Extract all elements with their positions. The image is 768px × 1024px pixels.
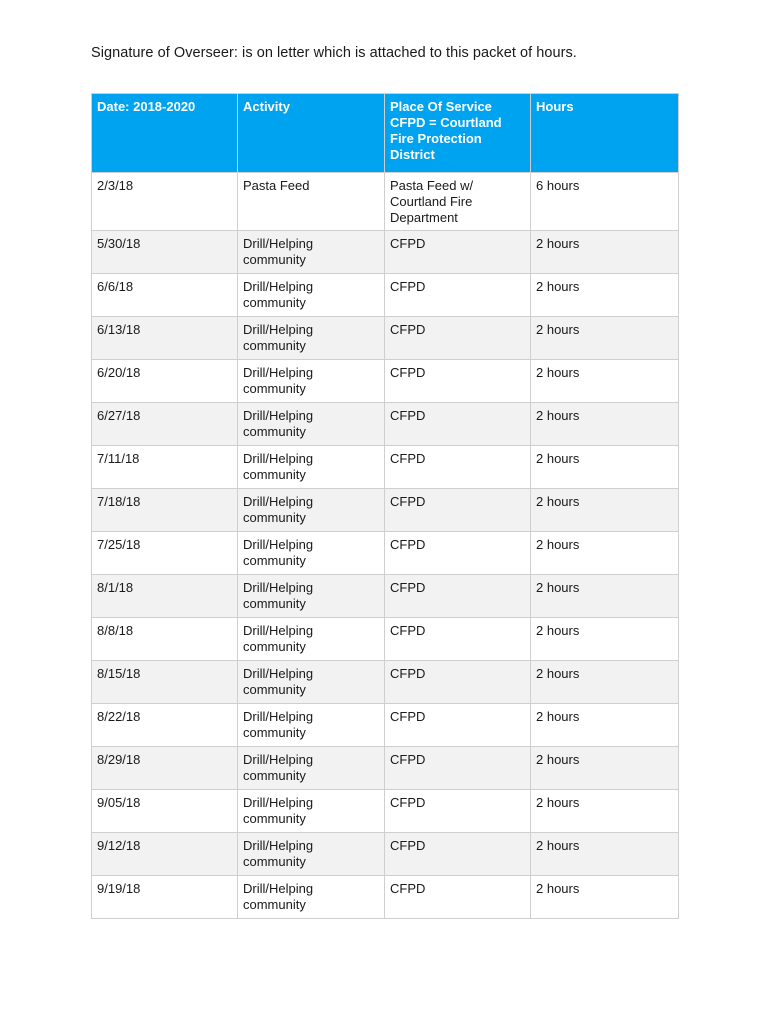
activity-cell <box>238 790 385 833</box>
hours-cell: 6 hours <box>531 173 679 231</box>
place-of-service-cell <box>385 747 531 790</box>
hours-cell: 2 hours <box>531 575 679 618</box>
date-cell: 8/8/18 <box>92 618 238 661</box>
activity-text-line: Drill/Helping <box>243 322 314 337</box>
activity-text-line: Drill/Helping <box>243 752 314 767</box>
header-activity <box>238 94 385 173</box>
activity-cell <box>238 747 385 790</box>
place-text-line: CFPD <box>390 838 426 853</box>
activity-text-line: community <box>243 252 306 267</box>
place-text-line: Courtland Fire <box>390 194 473 209</box>
activity-text-line: community <box>243 295 306 310</box>
place-of-service-cell <box>385 231 531 274</box>
place-of-service-cell <box>385 446 531 489</box>
service-hours-table <box>91 93 679 919</box>
hours-cell: 2 hours <box>531 403 679 446</box>
table-row <box>92 173 679 231</box>
hours-cell: 2 hours <box>531 747 679 790</box>
hours-cell: 2 hours <box>531 489 679 532</box>
hours-cell: 2 hours <box>531 360 679 403</box>
activity-cell <box>238 833 385 876</box>
activity-text-line: Pasta Feed <box>243 178 310 193</box>
hours-cell: 2 hours <box>531 833 679 876</box>
place-text-line: CFPD <box>390 365 426 380</box>
date-cell: 9/05/18 <box>92 790 238 833</box>
date-cell: 5/30/18 <box>92 231 238 274</box>
activity-text-line: community <box>243 768 306 783</box>
table-row <box>92 274 679 317</box>
hours-cell: 2 hours <box>531 532 679 575</box>
table-row <box>92 317 679 360</box>
activity-text-line: Drill/Helping <box>243 623 314 638</box>
activity-text-line: Drill/Helping <box>243 451 314 466</box>
place-text-line: CFPD <box>390 322 426 337</box>
activity-text-line: community <box>243 682 306 697</box>
header-text-line: Activity <box>243 99 290 114</box>
header-row <box>92 94 679 173</box>
activity-cell <box>238 446 385 489</box>
place-text-line: CFPD <box>390 408 426 423</box>
header-text-line: Date: 2018-2020 <box>97 99 196 114</box>
activity-text-line: Drill/Helping <box>243 838 314 853</box>
date-cell: 6/6/18 <box>92 274 238 317</box>
header-hours <box>531 94 679 173</box>
place-of-service-cell <box>385 274 531 317</box>
place-text-line: CFPD <box>390 494 426 509</box>
date-cell: 6/27/18 <box>92 403 238 446</box>
place-of-service-cell <box>385 790 531 833</box>
place-text-line: CFPD <box>390 580 426 595</box>
activity-text-line: Drill/Helping <box>243 881 314 896</box>
place-text-line: Department <box>390 210 458 225</box>
activity-cell <box>238 618 385 661</box>
place-text-line: CFPD <box>390 881 426 896</box>
hours-cell: 2 hours <box>531 317 679 360</box>
activity-text-line: Drill/Helping <box>243 580 314 595</box>
date-cell: 6/20/18 <box>92 360 238 403</box>
table-header <box>92 94 679 173</box>
activity-cell <box>238 575 385 618</box>
activity-cell <box>238 360 385 403</box>
place-of-service-cell <box>385 532 531 575</box>
activity-text-line: Drill/Helping <box>243 236 314 251</box>
activity-text-line: Drill/Helping <box>243 537 314 552</box>
table-row <box>92 876 679 919</box>
header-text-line: Hours <box>536 99 574 114</box>
activity-text-line: community <box>243 725 306 740</box>
place-text-line: CFPD <box>390 666 426 681</box>
table-row <box>92 833 679 876</box>
date-cell: 8/1/18 <box>92 575 238 618</box>
activity-text-line: community <box>243 639 306 654</box>
place-of-service-cell <box>385 575 531 618</box>
table-row <box>92 360 679 403</box>
activity-cell <box>238 173 385 231</box>
activity-text-line: Drill/Helping <box>243 279 314 294</box>
activity-cell <box>238 403 385 446</box>
activity-text-line: Drill/Helping <box>243 408 314 423</box>
table-row <box>92 618 679 661</box>
table-body <box>92 173 679 919</box>
activity-text-line: community <box>243 811 306 826</box>
place-of-service-cell <box>385 833 531 876</box>
date-cell: 6/13/18 <box>92 317 238 360</box>
date-cell: 8/29/18 <box>92 747 238 790</box>
place-of-service-cell <box>385 173 531 231</box>
place-of-service-cell <box>385 876 531 919</box>
activity-text-line: community <box>243 596 306 611</box>
table-row <box>92 403 679 446</box>
place-text-line: CFPD <box>390 623 426 638</box>
activity-text-line: community <box>243 338 306 353</box>
table-row <box>92 704 679 747</box>
table-row <box>92 489 679 532</box>
place-text-line: CFPD <box>390 236 426 251</box>
hours-cell: 2 hours <box>531 446 679 489</box>
activity-cell <box>238 532 385 575</box>
date-cell: 2/3/18 <box>92 173 238 231</box>
activity-text-line: community <box>243 854 306 869</box>
date-cell: 8/22/18 <box>92 704 238 747</box>
activity-text-line: Drill/Helping <box>243 365 314 380</box>
table-row <box>92 661 679 704</box>
header-text-line: Place Of Service <box>390 99 492 114</box>
place-of-service-cell <box>385 317 531 360</box>
place-text-line: Pasta Feed w/ <box>390 178 474 193</box>
hours-cell: 2 hours <box>531 876 679 919</box>
activity-cell <box>238 876 385 919</box>
hours-cell: 2 hours <box>531 704 679 747</box>
hours-cell: 2 hours <box>531 231 679 274</box>
place-text-line: CFPD <box>390 709 426 724</box>
header-place-of-service <box>385 94 531 173</box>
activity-cell <box>238 489 385 532</box>
date-cell: 8/15/18 <box>92 661 238 704</box>
hours-cell: 2 hours <box>531 618 679 661</box>
place-text-line: CFPD <box>390 752 426 767</box>
activity-text-line: Drill/Helping <box>243 795 314 810</box>
date-cell: 9/19/18 <box>92 876 238 919</box>
date-cell: 7/11/18 <box>92 446 238 489</box>
place-text-line: CFPD <box>390 537 426 552</box>
place-text-line: CFPD <box>390 279 426 294</box>
activity-text-line: community <box>243 467 306 482</box>
activity-text-line: community <box>243 553 306 568</box>
place-of-service-cell <box>385 661 531 704</box>
header-text-line: District <box>390 147 435 162</box>
place-of-service-cell <box>385 360 531 403</box>
date-cell: 9/12/18 <box>92 833 238 876</box>
overseer-signature-note: Signature of Overseer: is on letter which is attached to this packet of hours. <box>91 45 577 61</box>
activity-text-line: community <box>243 897 306 912</box>
date-cell: 7/18/18 <box>92 489 238 532</box>
place-text-line: CFPD <box>390 795 426 810</box>
activity-text-line: Drill/Helping <box>243 709 314 724</box>
place-of-service-cell <box>385 704 531 747</box>
header-date <box>92 94 238 173</box>
place-of-service-cell <box>385 403 531 446</box>
activity-cell <box>238 661 385 704</box>
table-row <box>92 446 679 489</box>
hours-cell: 2 hours <box>531 661 679 704</box>
table-row <box>92 575 679 618</box>
table-row <box>92 231 679 274</box>
date-cell: 7/25/18 <box>92 532 238 575</box>
header-text-line: CFPD = Courtland <box>390 115 502 130</box>
activity-text-line: community <box>243 381 306 396</box>
activity-text-line: community <box>243 510 306 525</box>
hours-cell: 2 hours <box>531 790 679 833</box>
place-of-service-cell <box>385 489 531 532</box>
table-row <box>92 790 679 833</box>
activity-cell <box>238 274 385 317</box>
table-row <box>92 747 679 790</box>
table-row <box>92 532 679 575</box>
header-text-line: Fire Protection <box>390 131 482 146</box>
hours-cell: 2 hours <box>531 274 679 317</box>
activity-text-line: Drill/Helping <box>243 666 314 681</box>
activity-text-line: Drill/Helping <box>243 494 314 509</box>
place-of-service-cell <box>385 618 531 661</box>
activity-cell <box>238 704 385 747</box>
activity-text-line: community <box>243 424 306 439</box>
activity-cell <box>238 317 385 360</box>
activity-cell <box>238 231 385 274</box>
place-text-line: CFPD <box>390 451 426 466</box>
